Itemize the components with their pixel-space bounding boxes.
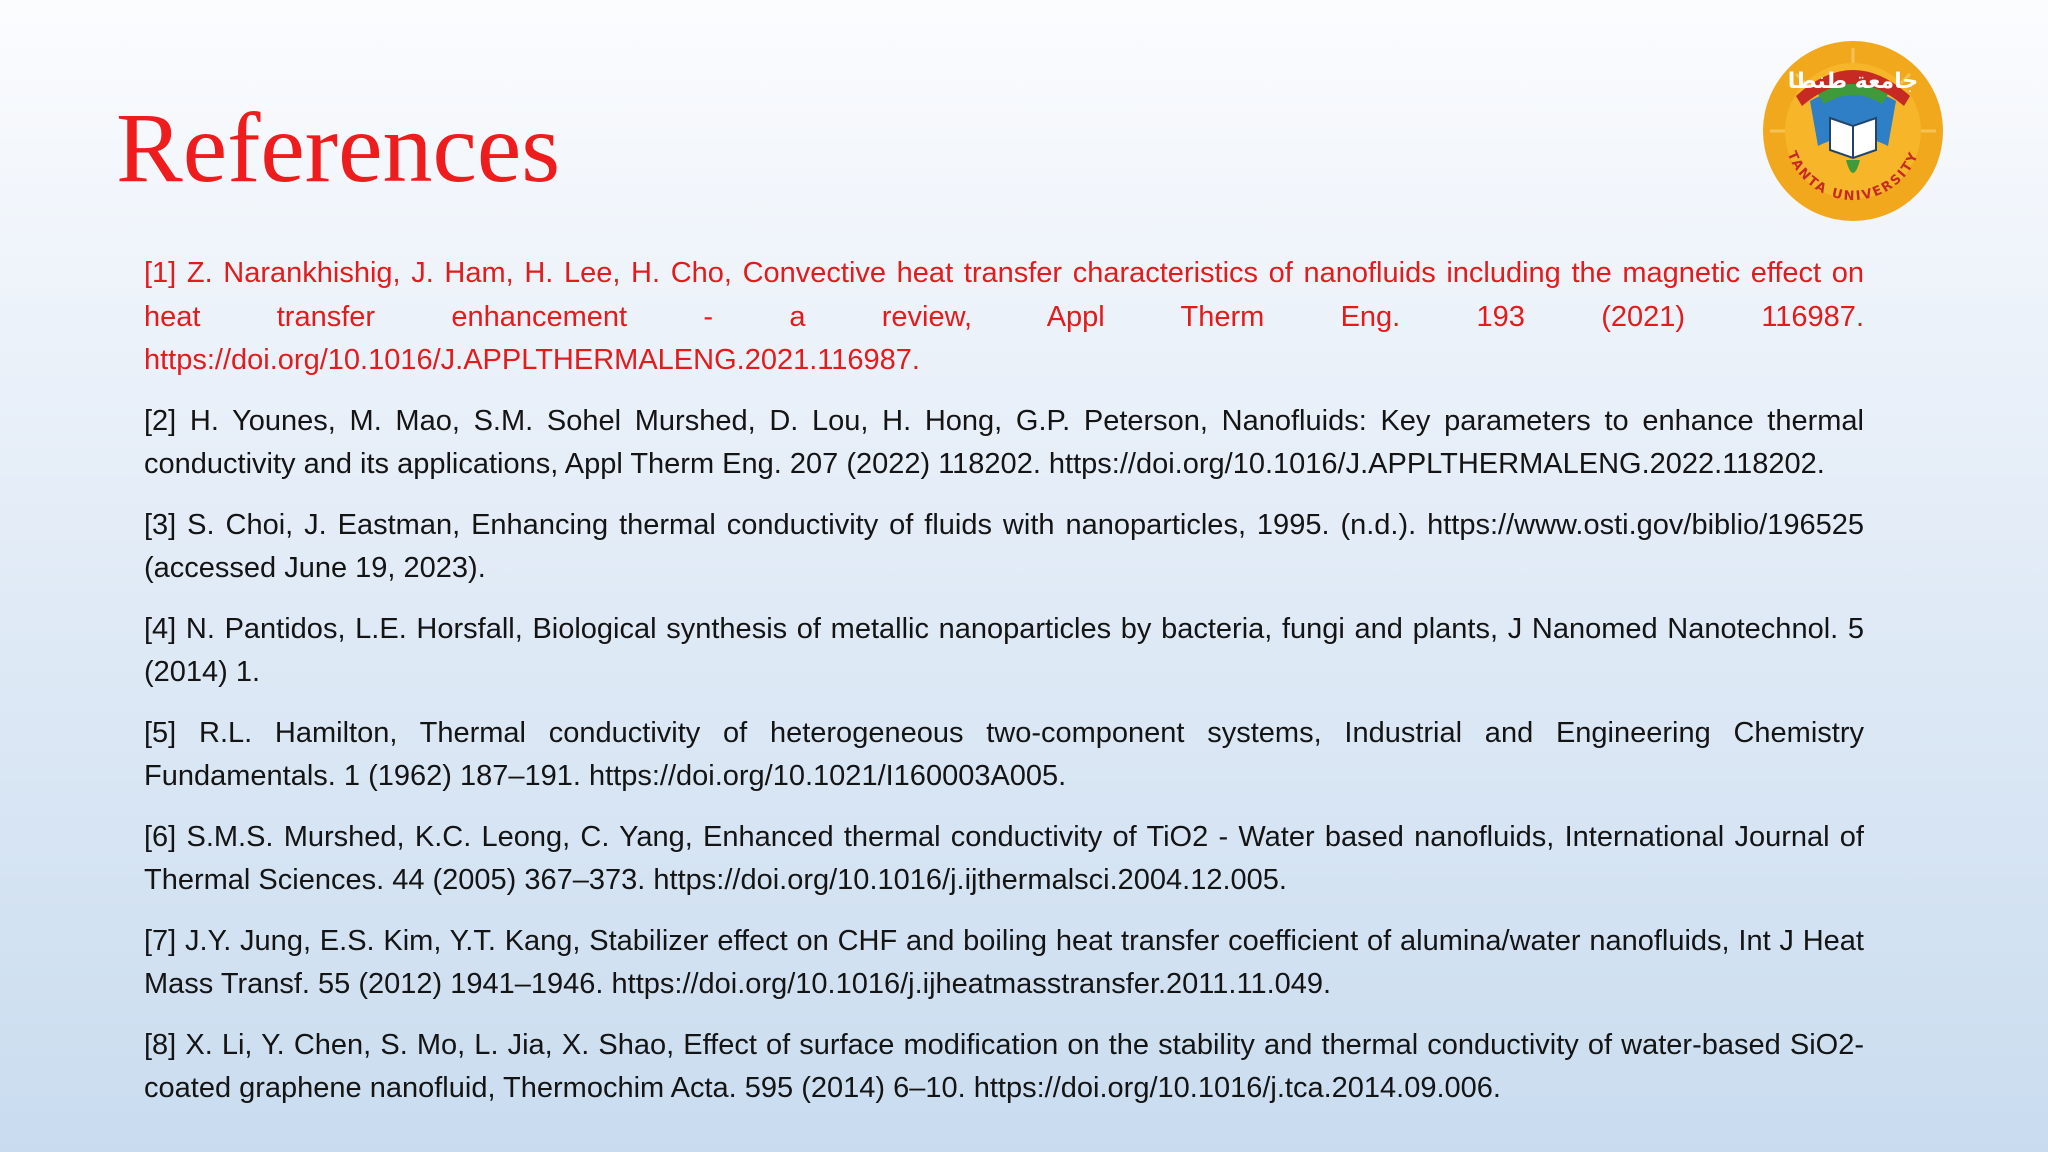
reference-item: [2] H. Younes, M. Mao, S.M. Sohel Murshed, D. Lou, H. Hong, G.P. Peterson, Nanofluids: Key parameters to enhance thermal conductivity and its applications, Appl Therm Eng. 207 (2022) 118202. https://doi.org/10.1016/J.APPLTHERMALENG.2022.118202.: [144, 404, 1864, 480]
reference-item: [3] S. Choi, J. Eastman, Enhancing thermal conductivity of fluids with nanoparticles, 1995. (n.d.). https://www.osti.gov/biblio/196525 (accessed June 19, 2023).: [144, 508, 1864, 584]
reference-item: [5] R.L. Hamilton, Thermal conductivity of heterogeneous two-component systems, Industrial and Engineering Chemistry Fundamentals. 1 (1962) 187–191. https://doi.org/10.1021/I160003A005.: [144, 716, 1864, 792]
tanta-university-logo: [1758, 36, 1948, 226]
slide-title: References: [116, 92, 561, 203]
reference-item: [6] S.M.S. Murshed, K.C. Leong, C. Yang, Enhanced thermal conductivity of TiO2 - Water based nanofluids, International Journal of Thermal Sciences. 44 (2005) 367–373. https://doi.org/10.1016/j.ijthermalsci.2004.12.005.: [144, 820, 1864, 896]
references-list: [144, 252, 1864, 1128]
reference-item: [4] N. Pantidos, L.E. Horsfall, Biological synthesis of metallic nanoparticles by bacteria, fungi and plants, J Nanomed Nanotechnol. 5 (2014) 1.: [144, 612, 1864, 688]
reference-item: [8] X. Li, Y. Chen, S. Mo, L. Jia, X. Shao, Effect of surface modification on the stability and thermal conductivity of water-based SiO2-coated graphene nanofluid, Thermochim Acta. 595 (2014) 6–10. https://doi.org/10.1016/j.tca.2014.09.006.: [144, 1028, 1864, 1104]
reference-item: [7] J.Y. Jung, E.S. Kim, Y.T. Kang, Stabilizer effect on CHF and boiling heat transfer coefficient of alumina/water nanofluids, Int J Heat Mass Transf. 55 (2012) 1941–1946. https://doi.org/10.1016/j.ijheatmasstransfer.2011.11.049.: [144, 924, 1864, 1000]
logo-english-text: TANTA UNIVERSITY: [1783, 148, 1923, 205]
logo-arabic-text: [1788, 69, 1919, 94]
svg-text:جامعة طنطا: جامعة طنطا: [1787, 69, 1919, 94]
university-seal-icon: [1758, 36, 1948, 226]
reference-item: [1] Z. Narankhishig, J. Ham, H. Lee, H. Cho, Convective heat transfer characteristics of nanofluids including the magnetic effect on heat transfer enhancement - a review, Appl Therm Eng. 193 (2021) 116987. https://doi.org/10.1016/J.APPLTHERMALENG.2021.116987.: [144, 257, 1864, 376]
